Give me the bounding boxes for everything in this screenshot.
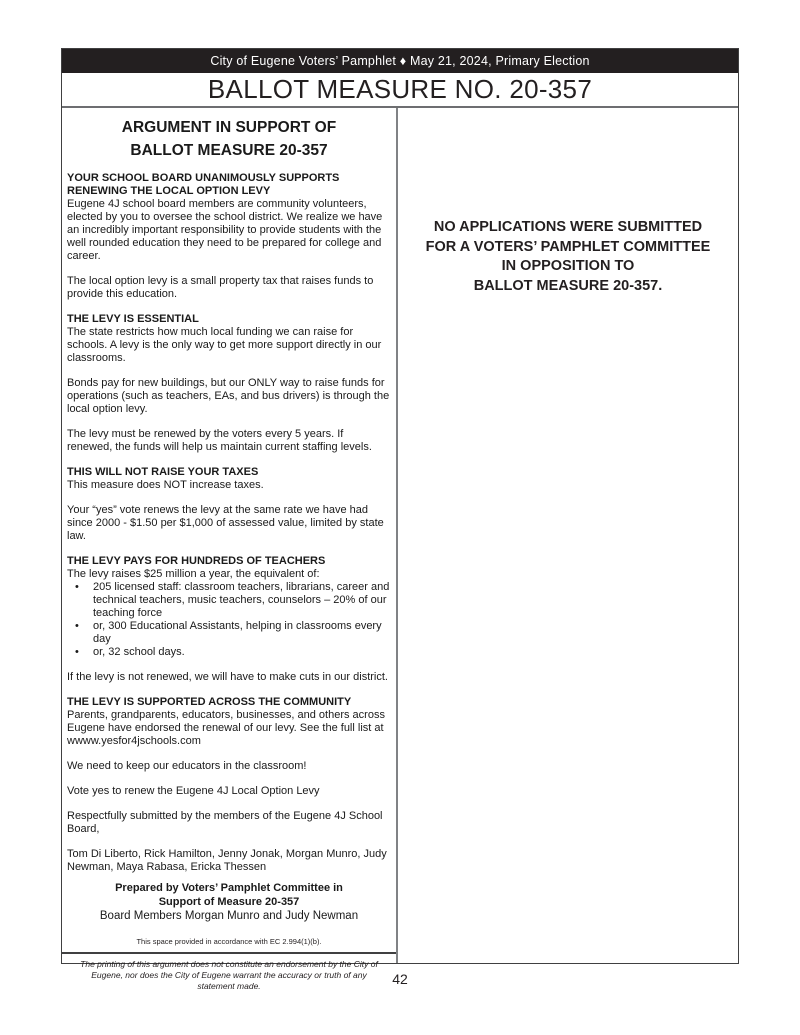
prepared-by-line: Prepared by Voters’ Pamphlet Committee in bbox=[115, 882, 343, 894]
paragraph: The state restricts how much local funding we can raise for schools. A levy is the only way to get more support directly in our classrooms. bbox=[67, 326, 382, 364]
paragraph: If the levy is not renewed, we will have to make cuts in our district. bbox=[67, 671, 388, 683]
paragraph: Tom Di Liberto, Rick Hamilton, Jenny Jonak, Morgan Munro, Judy Newman, Maya Rabasa, Ericka Thessen bbox=[67, 848, 387, 873]
no-opposition-notice bbox=[398, 218, 738, 296]
list-item: • or, 32 school days. bbox=[67, 646, 391, 659]
no-opposition-notice-line: NO APPLICATIONS WERE SUBMITTED bbox=[433, 219, 703, 235]
statute-note: This space provided in accordance with EC 2.994(1)(b). bbox=[136, 937, 322, 946]
paragraph: Bonds pay for new buildings, but our ONLY way to raise funds for operations (such as teachers, EAs, and bus drivers) is through the local option levy. bbox=[67, 377, 390, 415]
argument-support-column bbox=[62, 108, 398, 991]
measure-title-band bbox=[62, 73, 738, 108]
section-heading: YOUR SCHOOL BOARD UNANIMOUSLY SUPPORTS RENEWING THE LOCAL OPTION LEVY bbox=[67, 172, 340, 197]
no-opposition-notice-line: FOR A VOTERS’ PAMPHLET COMMITTEE bbox=[425, 238, 711, 255]
paragraph: This measure does NOT increase taxes. bbox=[67, 479, 264, 491]
opposition-column bbox=[398, 108, 738, 963]
argument-support-content bbox=[62, 108, 396, 946]
paragraph: The levy raises $25 million a year, the equivalent of: bbox=[67, 568, 320, 580]
paragraph: Vote yes to renew the Eugene 4J Local Option Levy bbox=[67, 785, 320, 797]
section-heading: THE LEVY PAYS FOR HUNDREDS OF TEACHERS bbox=[67, 555, 326, 567]
no-opposition-notice-line: IN OPPOSITION TO bbox=[501, 258, 635, 274]
paragraph: Parents, grandparents, educators, businesses, and others across Eugene have endorsed the renewal of our levy. See the full list at wwww.yesfor4jschools.com bbox=[67, 709, 385, 747]
page-number: 42 bbox=[392, 971, 408, 987]
pamphlet-header: City of Eugene Voters’ Pamphlet ♦ May 21, 2024, Primary Election bbox=[62, 49, 738, 73]
committee-members: Board Members Morgan Munro and Judy Newman bbox=[99, 910, 359, 922]
paragraph: Respectfully submitted by the members of the Eugene 4J School Board, bbox=[67, 810, 383, 835]
no-opposition-notice-line: BALLOT MEASURE 20-357. bbox=[473, 277, 663, 294]
section-heading: THE LEVY IS SUPPORTED ACROSS THE COMMUNITY bbox=[67, 696, 352, 708]
paragraph: The levy must be renewed by the voters every 5 years. If renewed, the funds will help us maintain current staffing levels. bbox=[67, 428, 372, 453]
list-item: • 205 licensed staff: classroom teachers, librarians, career and technical teachers, music teachers, counselors – 20% of our teaching force bbox=[67, 581, 391, 620]
paragraph: The local option levy is a small property tax that raises funds to provide this education. bbox=[67, 275, 374, 300]
section-heading: THIS WILL NOT RAISE YOUR TAXES bbox=[67, 466, 259, 478]
paragraph: Your “yes” vote renews the levy at the same rate we have had since 2000 - $1.50 per $1,000 of assessed value, limited by state law. bbox=[67, 504, 384, 542]
prepared-by-line: Support of Measure 20-357 bbox=[158, 895, 300, 908]
list-item: • or, 300 Educational Assistants, helping in classrooms every day bbox=[67, 620, 391, 646]
argument-heading-line1: ARGUMENT IN SUPPORT OF bbox=[121, 119, 337, 136]
section-heading: THE LEVY IS ESSENTIAL bbox=[67, 313, 199, 325]
printing-disclaimer: The printing of this argument does not constitute an endorsement by the City of Eugene, nor does the City of Eugene warrant the accuracy or truth of any statement made. bbox=[62, 952, 396, 992]
paragraph: Eugene 4J school board members are community volunteers, elected by you to oversee the school district. We realize we have an incredibly important responsibility to provide students with the well rounded education they need to be prepared for college and career. bbox=[67, 198, 383, 262]
argument-heading-line2: BALLOT MEASURE 20-357 bbox=[130, 142, 328, 159]
measure-title: BALLOT MEASURE NO. 20-357 bbox=[207, 74, 593, 104]
levy-equivalents-list bbox=[67, 581, 391, 659]
paragraph: We need to keep our educators in the classroom! bbox=[67, 760, 307, 772]
